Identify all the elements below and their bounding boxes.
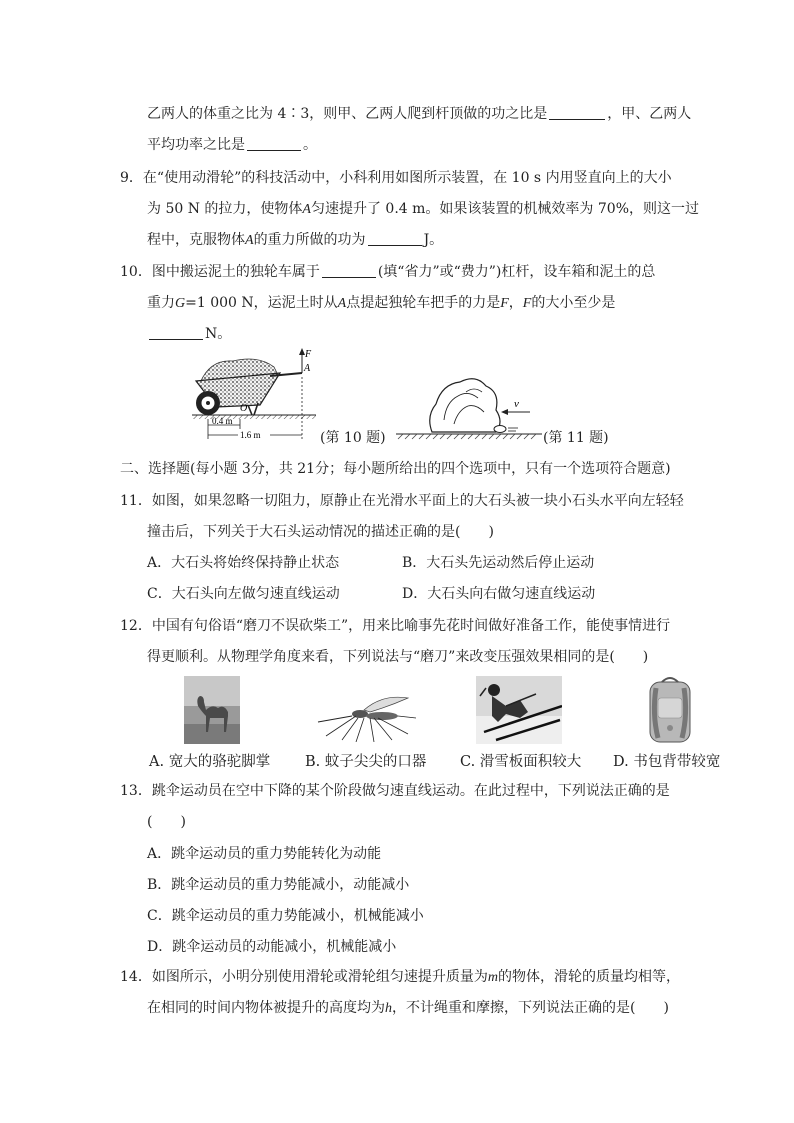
q8-line1: 乙两人的体重之比为 4∶3，则甲、乙两人爬到杆顶做的功之比是 ，甲、乙两人 (147, 106, 692, 122)
section-title: 二、选择题(每小题 3分，共 21分；每小题所给出的四个选项中，只有一个选项符合题意) (120, 461, 671, 477)
label-A: A (304, 363, 311, 374)
dim-1.6m: 1.6 m (240, 430, 261, 440)
q12-line2: 得更顺利。从物理学角度来看，下列说法与“磨刀”来改变压强效果相同的是( ) (147, 649, 649, 665)
label-F: F (305, 349, 312, 360)
q11-line2: 撞击后，下列关于大石头运动情况的描述正确的是( ) (147, 524, 494, 540)
q11-option-b[interactable]: B．大石头先运动然后停止运动 (402, 555, 595, 571)
answer-blank (322, 263, 376, 278)
rock-figure (396, 364, 544, 440)
q14-line1: 14．如图所示，小明分别使用滑轮或滑轮组匀速提升质量为m的物体，滑轮的质量均相等， (120, 969, 680, 985)
q11-line1: 11．如图，如果忽略一切阻力，原静止在光滑水平面上的大石头被一块小石头水平向左轻轻 (120, 493, 684, 509)
q12-option-c[interactable]: C. 滑雪板面积较大 (460, 754, 582, 770)
answer-blank (368, 231, 422, 246)
answer-blank (247, 136, 301, 151)
q10-line2: 重力G=1 000 N，运泥土时从A点提起独轮车把手的力是F，F的大小至少是 (147, 295, 616, 311)
q9-line2: 为 50 N 的拉力，使物体A匀速提升了 0.4 m。如果该装置的机械效率为 70%，则这一过 (147, 201, 699, 217)
q13-line1: 13．跳伞运动员在空中下降的某个阶段做匀速直线运动。在此过程中，下列说法正确的是 (120, 783, 670, 799)
fig10-caption: (第 10 题) (320, 430, 386, 446)
q13-option-b[interactable]: B．跳伞运动员的重力势能减小，动能减小 (147, 877, 410, 893)
q11-option-c[interactable]: C．大石头向左做匀速直线运动 (147, 586, 340, 602)
mosquito-image (312, 688, 420, 742)
q9-line3: 程中，克服物体A的重力所做的功为 J。 (147, 232, 444, 248)
q11-option-d[interactable]: D．大石头向右做匀速直线运动 (402, 586, 596, 602)
q10-line1: 10．图中搬运泥土的独轮车属于 (填“省力”或“费力”)杠杆，设车箱和泥土的总 (120, 264, 656, 280)
q8-line2: 平均功率之比是 。 (147, 137, 317, 153)
label-O: O (240, 403, 248, 414)
dim-0.4m: 0.4 m (212, 416, 233, 426)
q13-option-d[interactable]: D．跳伞运动员的动能减小，机械能减小 (147, 939, 397, 955)
q12-line1: 12．中国有句俗语“磨刀不误砍柴工”，用来比喻事先花时间做好准备工作，能使事情进行 (120, 618, 671, 634)
answer-blank (149, 325, 203, 340)
q11-option-a[interactable]: A．大石头将始终保持静止状态 (147, 555, 340, 571)
q13-option-a[interactable]: A．跳伞运动员的重力势能转化为动能 (147, 846, 382, 862)
q12-option-a[interactable]: A. 宽大的骆驼脚掌 (149, 754, 271, 770)
q9-line1: 9．在“使用动滑轮”的科技活动中，小科利用如图所示装置，在 10 s 内用竖直向上的大小 (120, 170, 672, 186)
answer-blank (549, 105, 605, 120)
camel-photo (184, 676, 240, 744)
q12-option-d[interactable]: D. 书包背带较宽 (613, 754, 721, 770)
wheelbarrow-figure (188, 345, 318, 445)
q14-line2: 在相同的时间内物体被提升的高度均为h，不计绳重和摩擦，下列说法正确的是( ) (147, 1000, 669, 1016)
q13-line2: ( ) (147, 814, 186, 830)
label-v: v (514, 398, 519, 410)
q12-option-b[interactable]: B. 蚊子尖尖的口器 (305, 754, 427, 770)
backpack-image (640, 674, 700, 746)
q10-line3: N。 (147, 324, 231, 344)
fig11-caption: (第 11 题) (543, 430, 609, 446)
q13-option-c[interactable]: C．跳伞运动员的重力势能减小，机械能减小 (147, 908, 424, 924)
skier-photo (476, 676, 562, 744)
